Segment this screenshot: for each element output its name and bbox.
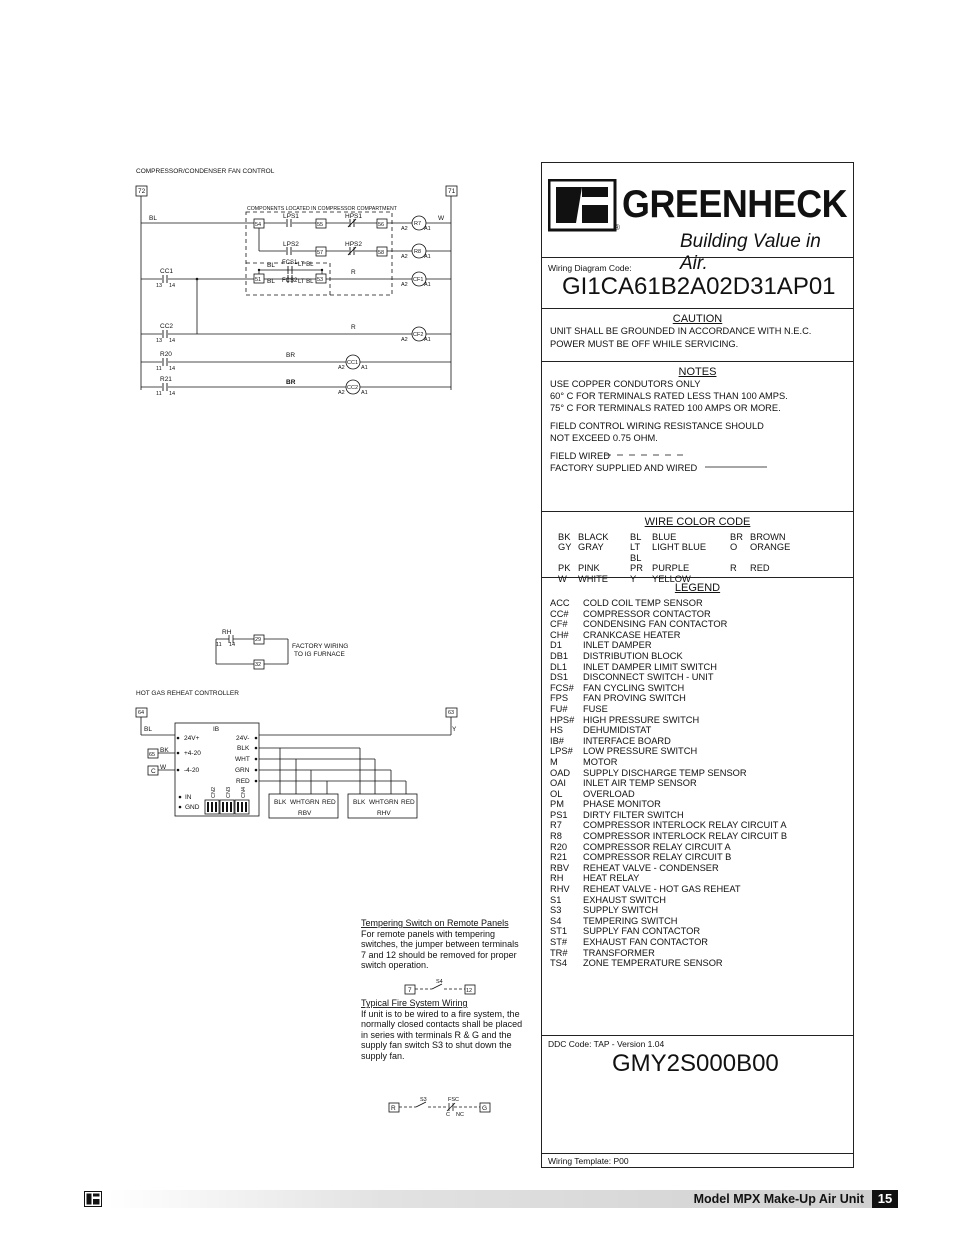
legend-description: TEMPERING SWITCH [583, 915, 678, 926]
legend-code: OAI [550, 778, 567, 789]
wire-color: PURPLE [652, 563, 690, 574]
a2: A2 [338, 365, 345, 371]
legend-code: D1 [550, 640, 562, 651]
terminal-51: 51 [255, 277, 262, 283]
rbv-terminal-wht: WHT [290, 799, 305, 806]
legend-description: SUPPLY DISCHARGE TEMP SENSOR [583, 767, 747, 778]
legend-description: EXHAUST FAN CONTACTOR [583, 937, 709, 947]
legend-code: DS1 [550, 672, 569, 683]
pin-14: 14 [229, 642, 236, 648]
legend-code: CH# [550, 629, 569, 640]
greenheck-mark-icon [548, 179, 618, 233]
pin-14: 14 [169, 366, 176, 372]
coil-cf1: CF1 [413, 277, 424, 283]
legend-description: COMPRESSOR INTERLOCK RELAY CIRCUIT A [583, 820, 787, 831]
wire-code: R [730, 563, 737, 574]
terminal-r: R [391, 1105, 396, 1112]
wire-code: GY [558, 542, 572, 553]
wire-code: LT BL [630, 542, 642, 563]
s3-label: S3 [420, 1097, 427, 1103]
cn4-label: CN4 [241, 786, 247, 798]
legend-code: S4 [550, 915, 562, 926]
registered-mark: ® [614, 223, 620, 232]
fire-line-2: normally closed contacts shall be placed [361, 1019, 523, 1029]
coil-cc1: CC1 [347, 360, 359, 366]
legend-code: ACC [550, 598, 570, 608]
wire-r: R [351, 324, 356, 331]
wire-ltbl: LT BL [298, 262, 314, 268]
terminal-c: C [151, 768, 156, 775]
legend-description: REHEAT VALVE - HOT GAS REHEAT [583, 884, 741, 895]
output-grn: GRN [235, 767, 250, 774]
pin-13: 13 [156, 283, 163, 289]
legend-description: COMPRESSOR CONTACTOR [583, 608, 711, 619]
output-red: RED [236, 778, 250, 785]
legend-code: S3 [550, 905, 562, 916]
legend-description: FAN PROVING SWITCH [583, 693, 686, 704]
rhv-terminal-grn: GRN [384, 799, 399, 806]
contact-r20: R20 [160, 351, 172, 358]
hps2-label: HPS2 [345, 241, 362, 248]
legend-description: CRANKCASE HEATER [583, 629, 681, 640]
wire-code: BR [730, 532, 743, 542]
notes-title: NOTES [678, 366, 717, 378]
tempering-line-1: For remote panels with tempering [361, 929, 496, 939]
legend-description: DEHUMIDISTAT [583, 725, 652, 736]
legend-code: M [550, 756, 558, 767]
wire-bl: BL [149, 215, 157, 222]
lps2-label: LPS2 [283, 241, 299, 248]
wire-w: W [438, 215, 445, 222]
input-minus-4-20: -4-20 [184, 767, 200, 774]
wire-bl: BL [267, 262, 275, 269]
notes-line-1: USE COPPER CONDUTORS ONLY [550, 379, 701, 389]
a1: A1 [424, 226, 431, 232]
output-blk: BLK [237, 745, 250, 752]
legend-code: R8 [550, 831, 562, 842]
terminal-64: 64 [138, 710, 145, 716]
input-plus-4-20: +4-20 [184, 750, 201, 757]
a1: A1 [361, 365, 368, 371]
legend-code: FCS# [550, 682, 574, 693]
legend-description: ZONE TEMPERATURE SENSOR [583, 958, 723, 969]
legend-description: REHEAT VALVE - CONDENSER [583, 862, 719, 873]
pin-11: 11 [156, 391, 162, 397]
legend-code: RH [550, 873, 564, 884]
legend-description: COLD COIL TEMP SENSOR [583, 598, 703, 608]
wire-code: W [558, 573, 567, 584]
a2: A2 [338, 390, 345, 396]
legend-code: LPS# [550, 746, 573, 757]
fire-title: Typical Fire System Wiring [361, 998, 468, 1008]
a1: A1 [424, 282, 431, 288]
a2: A2 [401, 254, 408, 260]
rbv-terminal-grn: GRN [305, 799, 320, 806]
terminal-g: G [482, 1105, 488, 1112]
notes-line-3: 75° C FOR TERMINALS RATED 100 AMPS OR MORE. [550, 403, 781, 413]
legend-description: INLET AIR TEMP SENSOR [583, 778, 697, 789]
fsc-label: FSC [448, 1097, 459, 1103]
wire-color: GRAY [578, 542, 604, 553]
notes-section [542, 361, 853, 511]
a1: A1 [424, 254, 431, 260]
greenheck-mark-icon [84, 1191, 102, 1207]
wire-color: RED [750, 563, 770, 574]
caution-line-2: POWER MUST BE OFF WHILE SERVICING. [550, 339, 739, 349]
legend-code: HPS# [550, 714, 575, 725]
legend-description: MOTOR [583, 756, 618, 767]
rhv-label: RHV [377, 810, 391, 817]
legend-title: LEGEND [674, 582, 721, 594]
compartment-label: COMPONENTS LOCATED IN COMPRESSOR COMPARTMENT [247, 206, 397, 212]
legend-description: INTERFACE BOARD [583, 735, 671, 746]
legend-description: OVERLOAD [583, 788, 635, 799]
template-label: Wiring Template: P00 [548, 1156, 629, 1166]
legend-description: TRANSFORMER [583, 947, 655, 958]
legend-description: HIGH PRESSURE SWITCH [583, 714, 700, 725]
legend-description: FAN CYCLING SWITCH [583, 682, 685, 693]
legend-description: COMPRESSOR RELAY CIRCUIT B [583, 852, 732, 863]
wire-color: BLACK [578, 532, 609, 542]
output-wht: WHT [235, 756, 250, 763]
footer-title: Model MPX Make-Up Air Unit [693, 1192, 864, 1206]
tempering-line-2: switches, the jumper between terminals [361, 939, 519, 949]
legend-section [542, 577, 853, 1035]
pin-14: 14 [169, 283, 176, 289]
coil-r7: R7 [414, 221, 422, 227]
terminal-58: 58 [378, 250, 385, 256]
ddc-label: DDC Code: TAP - Version 1.04 [548, 1039, 665, 1049]
legend-code: TR# [550, 947, 568, 958]
output-24v-minus: 24V- [236, 735, 250, 742]
terminal-29: 29 [255, 637, 262, 643]
tempering-line-4: switch operation. [361, 960, 429, 970]
a1: A1 [361, 390, 368, 396]
legend-description: FUSE [583, 703, 608, 714]
tempering-line-3: 7 and 12 should be removed for proper [361, 950, 517, 960]
page-footer [108, 1190, 898, 1208]
wire-color-title: WIRE COLOR CODE [644, 516, 751, 528]
ddc-code: GMY2S000B00 [612, 1050, 779, 1077]
rbv-terminal-red: RED [322, 799, 336, 806]
notes-line-4: FIELD CONTROL WIRING RESISTANCE SHOULD [550, 421, 764, 431]
legend-code: R21 [550, 852, 568, 863]
wire-color: LIGHT BLUE [652, 542, 707, 553]
fcs1-label: FCS1 [282, 260, 298, 266]
rhv-terminal-wht: WHT [369, 799, 384, 806]
terminal-65: 65 [149, 752, 156, 758]
template-section [542, 1153, 853, 1169]
legend-code: CC# [550, 608, 569, 619]
terminal-54: 54 [255, 222, 262, 228]
terminal-72: 72 [138, 188, 146, 195]
rhv-terminal-blk: BLK [353, 799, 366, 806]
terminal-53: 53 [317, 277, 324, 283]
cn3-label: CN3 [226, 786, 232, 798]
wire-br: BR [286, 352, 296, 359]
fire-line-1: If unit is to be wired to a fire system, the [361, 1009, 520, 1019]
caution-section [542, 308, 853, 362]
legend-code: RBV [550, 862, 570, 873]
legend-description: LOW PRESSURE SWITCH [583, 746, 698, 757]
legend-description: CONDENSING FAN CONTACTOR [583, 619, 728, 630]
interface-board-label: IB [213, 726, 220, 733]
wire-code: O [730, 542, 738, 553]
rbv-terminal-blk: BLK [274, 799, 287, 806]
caution-line-1: UNIT SHALL BE GROUNDED IN ACCORDANCE WITH N.E.C. [550, 326, 812, 336]
wire-code: PR [630, 563, 643, 574]
legend-code: RHV [550, 884, 570, 895]
pin-14: 14 [169, 391, 176, 397]
terminal-57: 57 [317, 250, 324, 256]
wire-color-section [542, 511, 853, 584]
cn2-label: CN2 [211, 786, 217, 798]
wire-color: BROWN [750, 532, 786, 542]
rbv-label: RBV [298, 810, 312, 817]
legend-code: PM [550, 799, 564, 810]
legend-code: ST# [550, 937, 568, 947]
legend-description: EXHAUST SWITCH [583, 894, 666, 905]
wire-code: BK [558, 532, 571, 542]
pin-11: 11 [156, 366, 162, 372]
legend-code: FPS [550, 693, 569, 704]
input-24v-plus: 24V+ [184, 735, 200, 742]
wire-y: Y [452, 726, 457, 733]
legend-list [550, 598, 853, 969]
legend-code: R20 [550, 841, 568, 852]
s4-label: S4 [436, 979, 443, 985]
wire-bk: BK [160, 747, 169, 754]
wire-bl: BL [144, 726, 152, 733]
coil-cc2: CC2 [347, 385, 359, 391]
page-number: 15 [872, 1190, 898, 1208]
contact-cc2: CC2 [160, 323, 174, 330]
wire-color: PINK [578, 563, 600, 574]
fsc-nc: NC [456, 1112, 464, 1118]
legend-code: OL [550, 788, 563, 799]
wiring-code-label: Wiring Diagram Code: [548, 263, 632, 273]
legend-code: CF# [550, 619, 568, 630]
input-in: IN [185, 794, 192, 801]
legend-description: COMPRESSOR RELAY CIRCUIT A [583, 841, 731, 852]
legend-description: COMPRESSOR INTERLOCK RELAY CIRCUIT B [583, 831, 788, 842]
fire-line-5: supply fan. [361, 1051, 405, 1061]
legend-description: DIRTY FILTER SWITCH [583, 809, 684, 820]
wire-color: BLUE [652, 532, 677, 542]
terminal-71: 71 [448, 188, 456, 195]
fcs2-label: FCS2 [282, 278, 298, 284]
legend-code: S1 [550, 894, 562, 905]
legend-description: SUPPLY FAN CONTACTOR [583, 926, 701, 937]
lps1-label: LPS1 [283, 213, 299, 220]
terminal-12: 12 [466, 988, 473, 994]
fire-line-3: in series with terminals R & G and the [361, 1030, 512, 1040]
legend-description: INLET DAMPER LIMIT SWITCH [583, 661, 717, 672]
wire-r: R [351, 269, 356, 276]
terminal-7: 7 [408, 987, 412, 994]
legend-code: R7 [550, 820, 562, 831]
coil-cf2: CF2 [413, 332, 424, 338]
terminal-63: 63 [448, 710, 455, 716]
a2: A2 [401, 337, 408, 343]
terminal-55: 55 [317, 222, 324, 228]
legend-description: INLET DAMPER [583, 640, 652, 651]
legend-code: ST1 [550, 926, 568, 937]
fsc-c: C [446, 1112, 450, 1118]
wire-bl: BL [267, 278, 275, 285]
wire-ltbl: LT BL [298, 279, 314, 285]
compressor-section-title: COMPRESSOR/CONDENSER FAN CONTROL [136, 168, 275, 175]
field-wired-label: FIELD WIRED [550, 451, 610, 461]
coil-r8: R8 [414, 249, 422, 255]
wire-color: YELLOW [652, 573, 691, 584]
tempering-title: Tempering Switch on Remote Panels [361, 918, 509, 928]
notes-line-2: 60° C FOR TERMINALS RATED LESS THAN 100 AMPS. [550, 391, 788, 401]
wire-code: PK [558, 563, 571, 574]
ddc-section [542, 1035, 853, 1079]
rh-label: RH [222, 629, 232, 636]
legend-code: DL1 [550, 661, 568, 672]
legend-description: SUPPLY SWITCH [583, 905, 659, 916]
brand-name: GREENHECK [622, 183, 848, 226]
brand-tagline: Building Value in Air. [680, 231, 821, 274]
wire-color: WHITE [578, 573, 608, 584]
wiring-code-section [542, 257, 853, 307]
rh-note-line2: TO IG FURNACE [294, 651, 345, 658]
wire-color: ORANGE [750, 542, 791, 553]
rhv-terminal-red: RED [401, 799, 415, 806]
legend-code: OAD [550, 767, 571, 778]
legend-code: FU# [550, 703, 568, 714]
input-gnd: GND [185, 804, 200, 811]
pin-11: 11 [216, 642, 222, 648]
caution-title: CAUTION [672, 313, 723, 325]
hps1-label: HPS1 [345, 213, 362, 220]
wire-code: Y [630, 573, 637, 584]
pin-13: 13 [156, 338, 163, 344]
factory-wired-label: FACTORY SUPPLIED AND WIRED [550, 463, 698, 473]
pin-14: 14 [169, 338, 176, 344]
wire-code: BL [630, 532, 642, 542]
wiring-code: GI1CA61B2A02D31AP01 [562, 273, 836, 300]
a2: A2 [401, 282, 408, 288]
wire-w: W [160, 764, 167, 771]
terminal-32: 32 [255, 662, 262, 668]
contact-r21: R21 [160, 376, 172, 383]
rh-note-line1: FACTORY WIRING [292, 643, 349, 650]
legend-code: PS1 [550, 809, 568, 820]
legend-code: TS4 [550, 958, 568, 969]
a2: A2 [401, 226, 408, 232]
info-panel [541, 162, 854, 1168]
legend-code: DB1 [550, 650, 569, 661]
legend-description: DISTRIBUTION BLOCK [583, 650, 683, 661]
legend-description: HEAT RELAY [583, 873, 640, 884]
hot-gas-section-title: HOT GAS REHEAT CONTROLLER [136, 690, 239, 697]
legend-description: DISCONNECT SWITCH - UNIT [583, 672, 714, 683]
wire-br: BR [286, 379, 296, 386]
legend-description: PHASE MONITOR [583, 799, 661, 810]
contact-cc1: CC1 [160, 268, 174, 275]
legend-code: IB# [550, 735, 564, 746]
legend-code: HS [550, 725, 563, 736]
notes-line-5: NOT EXCEED 0.75 OHM. [550, 433, 658, 443]
fire-line-4: supply fan switch S3 to shut down the [361, 1040, 512, 1050]
a1: A1 [424, 337, 431, 343]
terminal-56: 56 [378, 222, 385, 228]
